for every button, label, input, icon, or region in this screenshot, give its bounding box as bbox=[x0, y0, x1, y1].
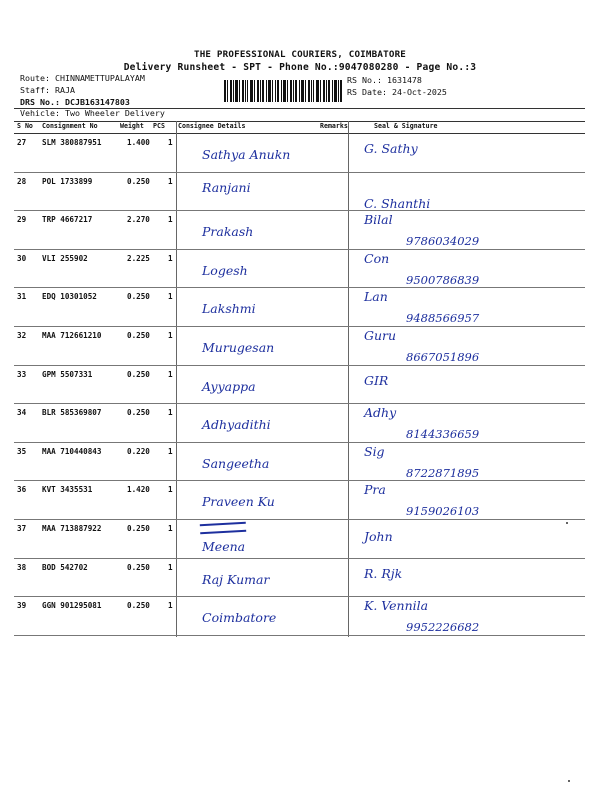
phone-handwriting: 9786034029 bbox=[406, 234, 480, 249]
serial-number: 35 bbox=[17, 446, 27, 456]
serial-number: 29 bbox=[17, 215, 27, 225]
col-sno: S No bbox=[17, 122, 33, 130]
table-row bbox=[14, 442, 585, 482]
pieces-count: 1 bbox=[168, 369, 173, 379]
serial-number: 38 bbox=[17, 562, 27, 572]
consignment-number: GPM 5507331 bbox=[42, 369, 93, 379]
col-weight: Weight bbox=[120, 122, 144, 130]
phone-handwriting: 8144336659 bbox=[406, 427, 480, 442]
consignee-handwriting: Prakash bbox=[202, 224, 254, 240]
weight-value: 2.225 bbox=[127, 253, 150, 263]
runsheet-title: Delivery Runsheet - SPT - Phone No.:9047080280 - Page No.:3 bbox=[123, 62, 477, 73]
table-row bbox=[14, 287, 585, 327]
consignee-handwriting: Lakshmi bbox=[202, 301, 256, 317]
signature-handwriting: R. Rjk bbox=[364, 565, 403, 581]
pieces-count: 1 bbox=[168, 562, 173, 572]
phone-handwriting: 9500786839 bbox=[406, 272, 480, 287]
consignment-number: SLM 380887951 bbox=[42, 138, 102, 147]
signature-handwriting: K. Vennila bbox=[364, 598, 429, 614]
weight-value: 0.250 bbox=[127, 331, 150, 340]
pieces-count: 1 bbox=[168, 253, 173, 263]
consignee-handwriting: Ranjani bbox=[202, 179, 251, 195]
ink-speck bbox=[568, 780, 570, 782]
company-title: THE PROFESSIONAL COURIERS, COIMBATORE bbox=[193, 49, 407, 60]
pieces-count: 1 bbox=[168, 485, 173, 495]
route-label: Route: CHINNAMETTUPALAYAM bbox=[20, 73, 145, 83]
phone-handwriting: 8667051896 bbox=[406, 350, 480, 364]
signature-handwriting: Sig bbox=[364, 443, 385, 459]
col-pcs: PCS bbox=[153, 122, 165, 130]
consignment-number: TRP 4667217 bbox=[42, 215, 93, 225]
serial-number: 28 bbox=[17, 176, 27, 186]
ink-speck bbox=[566, 522, 568, 524]
weight-value: 0.250 bbox=[127, 562, 150, 572]
signature-handwriting: G. Sathy bbox=[364, 141, 418, 156]
consignee-handwriting: Adhyadithi bbox=[202, 417, 271, 433]
consignment-number: EDQ 10301052 bbox=[42, 292, 97, 302]
weight-value: 0.250 bbox=[127, 176, 150, 186]
serial-number: 34 bbox=[17, 408, 27, 418]
table-row bbox=[14, 403, 585, 443]
pieces-count: 1 bbox=[168, 138, 173, 147]
weight-value: 0.250 bbox=[127, 292, 150, 302]
table-row bbox=[14, 480, 585, 520]
consignee-handwriting: Sangeetha bbox=[202, 455, 270, 471]
consignment-number: BOD 542702 bbox=[42, 562, 88, 572]
signature-handwriting: John bbox=[364, 529, 393, 544]
table-row bbox=[14, 558, 585, 598]
table-row bbox=[14, 365, 585, 405]
consignee-handwriting: Logesh bbox=[202, 262, 248, 278]
consignment-number: MAA 713887922 bbox=[42, 524, 102, 533]
consignee-handwriting: Praveen Ku bbox=[202, 494, 275, 510]
serial-number: 39 bbox=[17, 601, 27, 611]
pieces-count: 1 bbox=[168, 331, 173, 340]
phone-handwriting: 8722871895 bbox=[406, 465, 480, 480]
consignment-number: VLI 255902 bbox=[42, 253, 88, 263]
table-row bbox=[14, 519, 585, 559]
pieces-count: 1 bbox=[168, 215, 173, 225]
rs-number: RS No.: 1631478 bbox=[347, 75, 422, 85]
consignment-number: BLR 585369807 bbox=[42, 408, 102, 418]
pieces-count: 1 bbox=[168, 601, 173, 611]
col-consignee: Consignee Details bbox=[178, 122, 246, 130]
weight-value: 0.250 bbox=[127, 524, 150, 533]
signature-handwriting: Pra bbox=[364, 482, 386, 498]
signature-handwriting: Guru bbox=[364, 328, 397, 343]
consignment-number: MAA 712661210 bbox=[42, 331, 102, 340]
consignment-number: KVT 3435531 bbox=[42, 485, 93, 495]
pieces-count: 1 bbox=[168, 176, 173, 186]
pieces-count: 1 bbox=[168, 292, 173, 302]
consignee-handwriting: Ayyappa bbox=[202, 378, 256, 394]
consignment-number: GGN 901295081 bbox=[42, 601, 102, 611]
strikethrough-mark bbox=[200, 522, 246, 534]
pieces-count: 1 bbox=[168, 408, 173, 418]
table-row bbox=[14, 172, 585, 212]
vehicle-label: Vehicle: Two Wheeler Delivery bbox=[20, 108, 165, 118]
pieces-count: 1 bbox=[168, 446, 173, 456]
table-row bbox=[14, 210, 585, 250]
weight-value: 0.250 bbox=[127, 408, 150, 418]
serial-number: 27 bbox=[17, 138, 27, 147]
drs-label: DRS No.: DCJB163147803 bbox=[20, 97, 130, 107]
serial-number: 37 bbox=[17, 524, 27, 533]
serial-number: 32 bbox=[17, 331, 27, 340]
weight-value: 0.250 bbox=[127, 601, 150, 611]
signature-handwriting: C. Shanthi bbox=[364, 195, 431, 211]
staff-label: Staff: RAJA bbox=[20, 85, 75, 95]
consignment-number: POL 1733899 bbox=[42, 176, 93, 186]
table-row bbox=[14, 249, 585, 289]
weight-value: 1.400 bbox=[127, 138, 150, 147]
col-remarks: Remarks bbox=[320, 122, 348, 130]
table-row bbox=[14, 133, 585, 173]
weight-value: 2.270 bbox=[127, 215, 150, 225]
phone-handwriting: 9159026103 bbox=[406, 504, 480, 519]
consignment-number: MAA 710440843 bbox=[42, 446, 102, 456]
col-consignment: Consignment No bbox=[42, 122, 98, 130]
phone-handwriting: 9952226682 bbox=[406, 620, 480, 635]
signature-handwriting: Bilal bbox=[364, 212, 393, 228]
barcode-image bbox=[224, 80, 342, 102]
serial-number: 36 bbox=[17, 485, 27, 495]
serial-number: 30 bbox=[17, 253, 27, 263]
consignee-handwriting: Meena bbox=[202, 539, 246, 554]
signature-handwriting: Lan bbox=[364, 289, 388, 305]
consignee-handwriting: Coimbatore bbox=[202, 610, 277, 626]
pieces-count: 1 bbox=[168, 524, 173, 533]
weight-value: 0.250 bbox=[127, 369, 150, 379]
vehicle-bar bbox=[14, 108, 585, 122]
signature-handwriting: Adhy bbox=[364, 405, 397, 421]
serial-number: 33 bbox=[17, 369, 27, 379]
signature-handwriting: Con bbox=[364, 250, 390, 266]
weight-value: 1.420 bbox=[127, 485, 150, 495]
serial-number: 31 bbox=[17, 292, 27, 302]
weight-value: 0.220 bbox=[127, 446, 150, 456]
rs-date: RS Date: 24-Oct-2025 bbox=[347, 87, 447, 97]
table-row bbox=[14, 596, 585, 636]
table-row bbox=[14, 326, 585, 366]
col-seal-signature: Seal & Signature bbox=[374, 122, 438, 130]
phone-handwriting: 9488566957 bbox=[406, 311, 480, 326]
consignee-handwriting: Sathya Anukn bbox=[202, 147, 291, 162]
signature-handwriting: GIR bbox=[364, 372, 389, 388]
consignee-handwriting: Murugesan bbox=[202, 340, 275, 355]
consignee-handwriting: Raj Kumar bbox=[202, 571, 270, 587]
